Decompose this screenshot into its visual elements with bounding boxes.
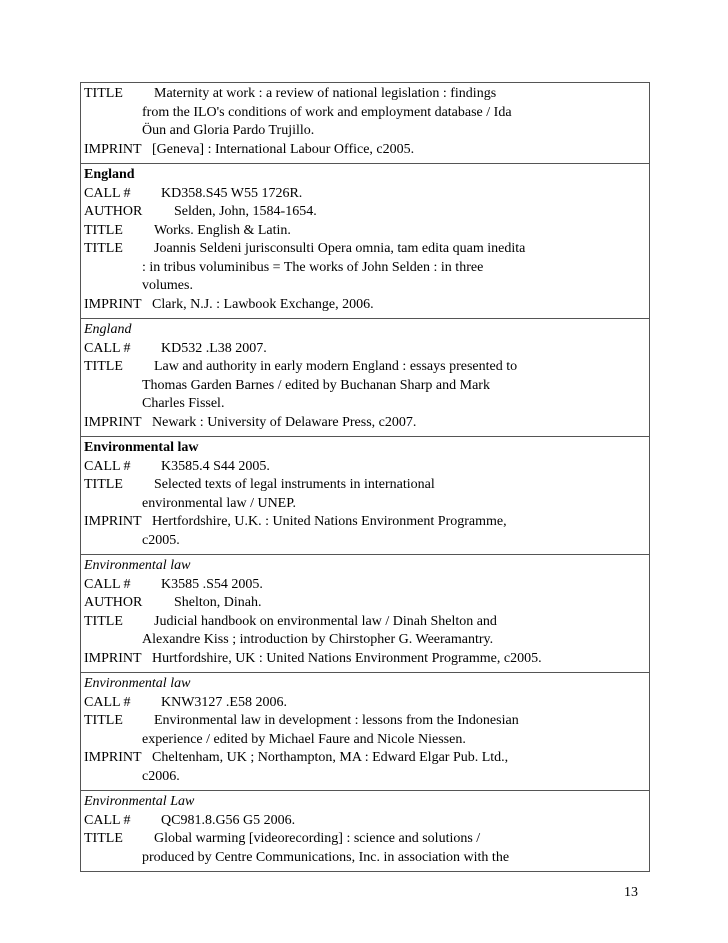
field-label: TITLE xyxy=(84,222,123,238)
subject-heading: Environmental law xyxy=(84,440,199,455)
field-value: Newark : University of Delaware Press, c2007. xyxy=(152,414,417,430)
field-continuation: Thomas Garden Barnes / edited by Buchanan Sharp and Mark xyxy=(142,377,490,393)
field-label: TITLE xyxy=(84,831,123,846)
field-label: IMPRINT xyxy=(84,514,142,529)
field-row xyxy=(84,712,645,731)
field-continuation: Charles Fissel. xyxy=(142,396,225,411)
field-value: Selden, John, 1584-1654. xyxy=(174,204,317,219)
field-label: TITLE xyxy=(84,613,123,629)
field-row xyxy=(84,594,645,613)
field-value: K3585.4 S44 2005. xyxy=(161,458,270,474)
field-row xyxy=(84,222,645,241)
field-value: KNW3127 .E58 2006. xyxy=(161,694,287,710)
field-label: CALL # xyxy=(84,340,131,356)
catalog-record xyxy=(81,790,649,871)
field-continuation: from the ILO's conditions of work and employment database / Ida xyxy=(142,104,512,120)
subject-heading: Environmental law xyxy=(84,676,191,691)
field-label: AUTHOR xyxy=(84,595,143,610)
field-row xyxy=(84,85,645,104)
subject-heading: England xyxy=(84,167,135,182)
subject-heading: Environmental Law xyxy=(84,794,195,809)
catalog-record xyxy=(81,436,649,554)
field-row xyxy=(84,830,645,849)
field-label: CALL # xyxy=(84,185,131,201)
field-row xyxy=(84,240,645,259)
field-row xyxy=(84,141,645,160)
field-continuation: environmental law / UNEP. xyxy=(142,495,296,511)
field-row xyxy=(84,340,645,359)
field-label: AUTHOR xyxy=(84,204,143,219)
field-value: Maternity at work : a review of national legislation : findings xyxy=(154,86,497,101)
subject-heading: Environmental law xyxy=(84,558,191,573)
field-row xyxy=(84,458,645,477)
field-value: Shelton, Dinah. xyxy=(174,595,262,610)
field-row xyxy=(84,576,645,595)
field-value: [Geneva] : International Labour Office, c2005. xyxy=(152,141,415,157)
field-row xyxy=(84,476,645,495)
catalog-record xyxy=(81,554,649,672)
field-continuation: produced by Centre Communications, Inc. in association with the xyxy=(142,849,510,865)
field-row xyxy=(84,296,645,315)
field-value: Environmental law in development : lessons from the Indonesian xyxy=(154,713,519,728)
field-value: K3585 .S54 2005. xyxy=(161,576,263,592)
field-value: Global warming [videorecording] : science and solutions / xyxy=(154,831,481,846)
field-row xyxy=(84,513,645,532)
field-label: IMPRINT xyxy=(84,750,142,765)
field-continuation: volumes. xyxy=(142,278,193,293)
field-row xyxy=(84,812,645,831)
field-label: TITLE xyxy=(84,359,123,374)
field-continuation: c2006. xyxy=(142,768,180,784)
field-row xyxy=(84,694,645,713)
field-label: CALL # xyxy=(84,812,131,828)
field-continuation: : in tribus voluminibus = The works of John Selden : in three xyxy=(142,259,484,275)
catalog-record xyxy=(81,83,649,163)
field-continuation: Alexandre Kiss ; introduction by Chirstopher G. Weeramantry. xyxy=(142,632,494,647)
field-label: CALL # xyxy=(84,576,131,592)
field-row xyxy=(84,203,645,222)
field-label: TITLE xyxy=(84,86,123,101)
field-value: Hurtfordshire, UK : United Nations Environment Programme, c2005. xyxy=(152,650,542,666)
field-row xyxy=(84,749,645,768)
field-value: Cheltenham, UK ; Northampton, MA : Edward Elgar Pub. Ltd., xyxy=(152,750,509,765)
field-value: Clark, N.J. : Lawbook Exchange, 2006. xyxy=(152,296,374,312)
field-label: CALL # xyxy=(84,458,131,474)
field-continuation: c2005. xyxy=(142,532,180,548)
page-number: 13 xyxy=(624,885,638,900)
field-label: TITLE xyxy=(84,713,123,728)
field-label: CALL # xyxy=(84,694,131,710)
catalog-record xyxy=(81,163,649,318)
field-row xyxy=(84,650,645,669)
catalog-record xyxy=(81,672,649,790)
field-value: Law and authority in early modern England : essays presented to xyxy=(154,359,518,374)
field-label: IMPRINT xyxy=(84,414,142,430)
field-label: TITLE xyxy=(84,241,123,256)
field-value: Joannis Seldeni jurisconsulti Opera omnia, tam edita quam inedita xyxy=(154,241,526,256)
field-label: TITLE xyxy=(84,477,123,492)
field-label: IMPRINT xyxy=(84,650,142,666)
field-row xyxy=(84,613,645,632)
field-row xyxy=(84,185,645,204)
field-value: KD532 .L38 2007. xyxy=(161,340,267,356)
field-continuation: experience / edited by Michael Faure and Nicole Niessen. xyxy=(142,731,466,747)
field-continuation: Öun and Gloria Pardo Trujillo. xyxy=(142,123,315,138)
field-value: QC981.8.G56 G5 2006. xyxy=(161,812,296,828)
catalog-table xyxy=(80,82,650,872)
field-row xyxy=(84,358,645,377)
subject-heading: England xyxy=(84,322,132,337)
field-value: KD358.S45 W55 1726R. xyxy=(161,185,303,201)
field-row xyxy=(84,414,645,433)
field-value: Selected texts of legal instruments in international xyxy=(154,477,435,492)
field-value: Hertfordshire, U.K. : United Nations Environment Programme, xyxy=(152,514,507,529)
field-label: IMPRINT xyxy=(84,296,142,312)
field-label: IMPRINT xyxy=(84,141,142,157)
catalog-record xyxy=(81,318,649,436)
field-value: Works. English & Latin. xyxy=(154,222,291,238)
field-value: Judicial handbook on environmental law / Dinah Shelton and xyxy=(154,613,497,629)
